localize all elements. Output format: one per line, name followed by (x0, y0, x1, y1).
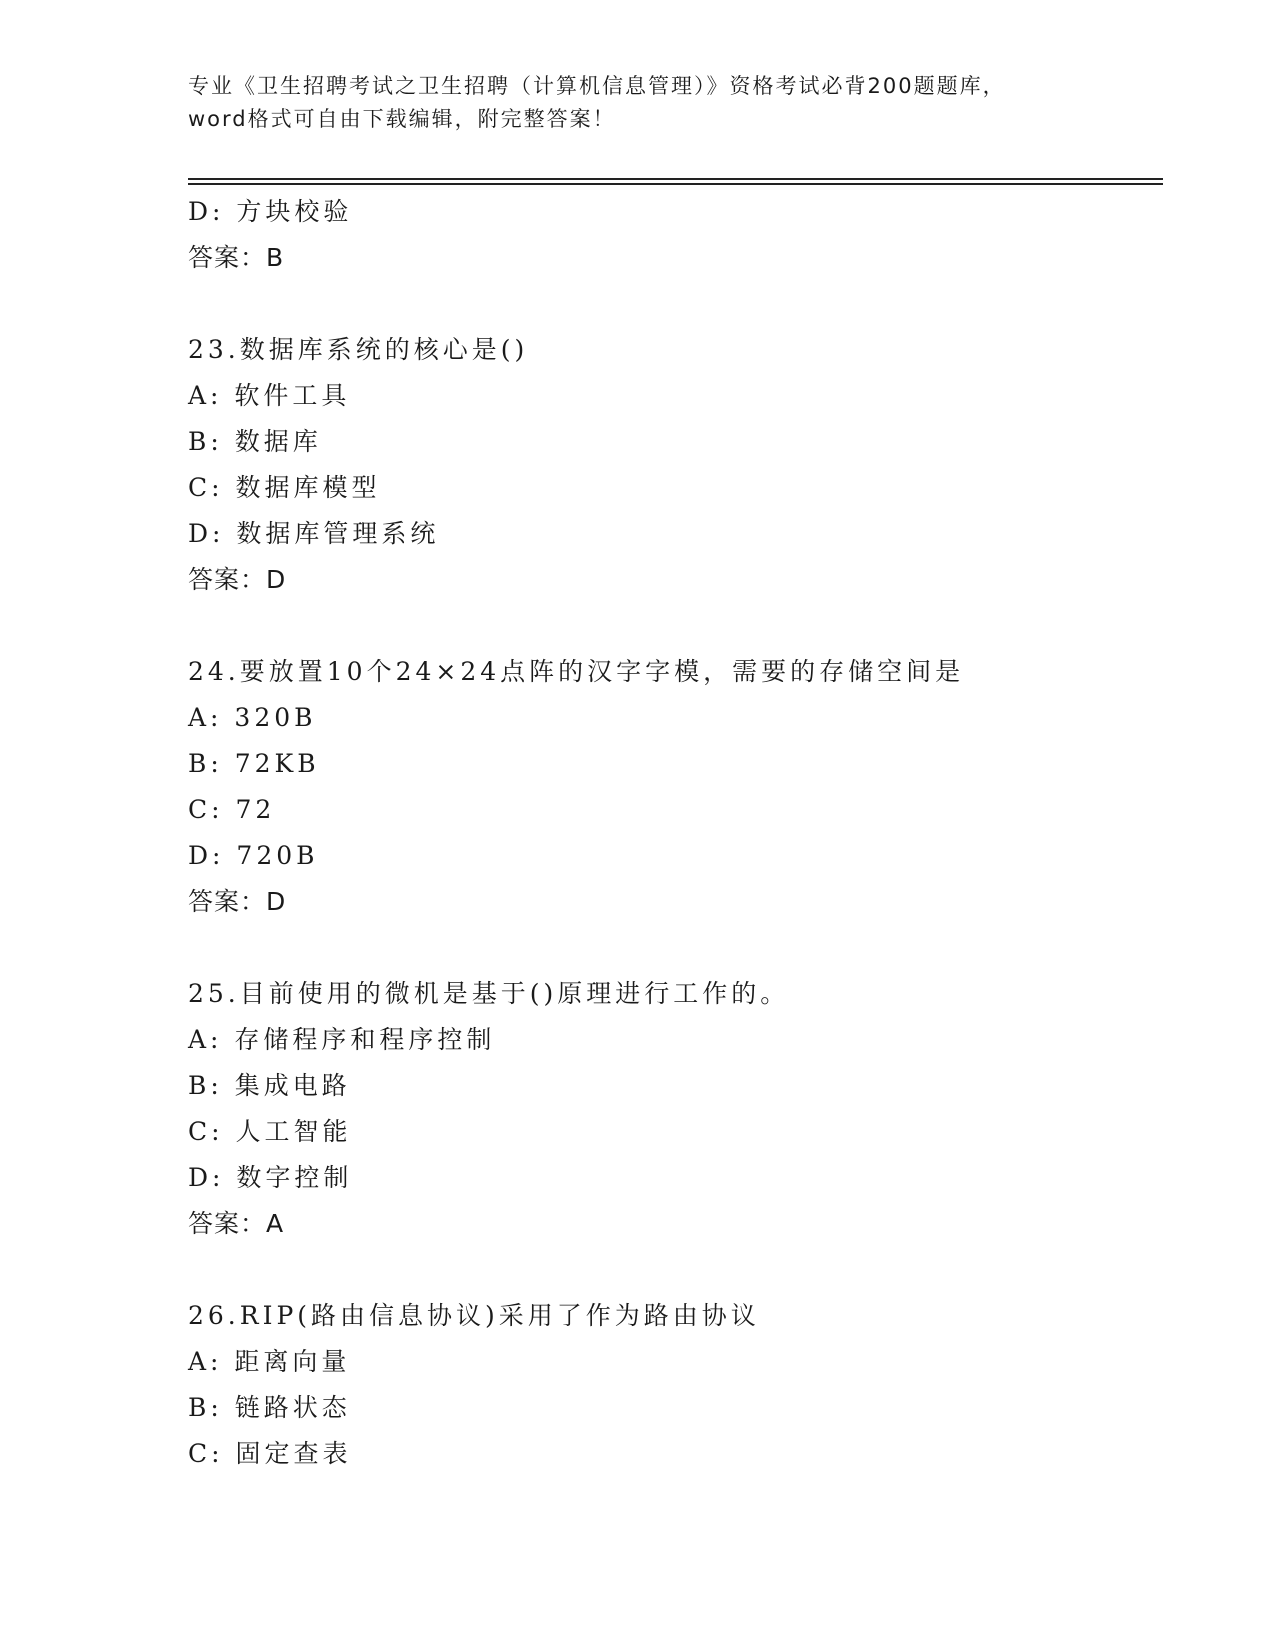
option-b: B: 数据库 (188, 427, 322, 456)
header-divider-top (188, 178, 1163, 180)
option-d: D: 数据库管理系统 (188, 519, 440, 548)
document-header (188, 70, 1088, 136)
question-stem: 25.目前使用的微机是基于()原理进行工作的。 (188, 979, 790, 1008)
option-c: C: 人工智能 (188, 1117, 352, 1146)
option-a: A: 软件工具 (188, 381, 351, 410)
question-stem: 23.数据库系统的核心是() (188, 335, 529, 364)
spacer (188, 281, 1168, 327)
option-d: D: 720B (188, 841, 319, 870)
spacer (188, 1247, 1168, 1293)
header-divider-bottom (188, 183, 1163, 185)
option-b: B: 集成电路 (188, 1071, 351, 1100)
option-d: D: 方块校验 (188, 197, 353, 226)
option-b: B: 72KB (188, 749, 320, 778)
answer-line: 答案：A (188, 1209, 285, 1238)
option-c: C: 固定查表 (188, 1439, 352, 1468)
spacer (188, 925, 1168, 971)
question-23 (188, 327, 1168, 603)
option-c: C: 72 (188, 795, 276, 824)
option-d: D: 数字控制 (188, 1163, 353, 1192)
option-a: A: 距离向量 (188, 1347, 351, 1376)
question-list (188, 189, 1168, 1477)
option-a: A: 存储程序和程序控制 (188, 1025, 496, 1054)
question-26 (188, 1293, 1168, 1477)
option-c: C: 数据库模型 (188, 473, 381, 502)
header-line-2: word格式可自由下载编辑，附完整答案！ (188, 107, 616, 131)
question-24 (188, 649, 1168, 925)
question-stem: 26.RIP(路由信息协议)采用了作为路由协议 (188, 1301, 760, 1330)
spacer (188, 603, 1168, 649)
answer-line: 答案：D (188, 887, 287, 916)
question-stem: 24.要放置10个24×24点阵的汉字字模，需要的存储空间是 (188, 657, 965, 686)
option-a: A: 320B (188, 703, 317, 732)
answer-line: 答案：B (188, 243, 285, 272)
header-line-1: 专业《卫生招聘考试之卫生招聘（计算机信息管理）》资格考试必背200题题库， (188, 74, 1006, 98)
question-25 (188, 971, 1168, 1247)
answer-line: 答案：D (188, 565, 287, 594)
option-b: B: 链路状态 (188, 1393, 351, 1422)
